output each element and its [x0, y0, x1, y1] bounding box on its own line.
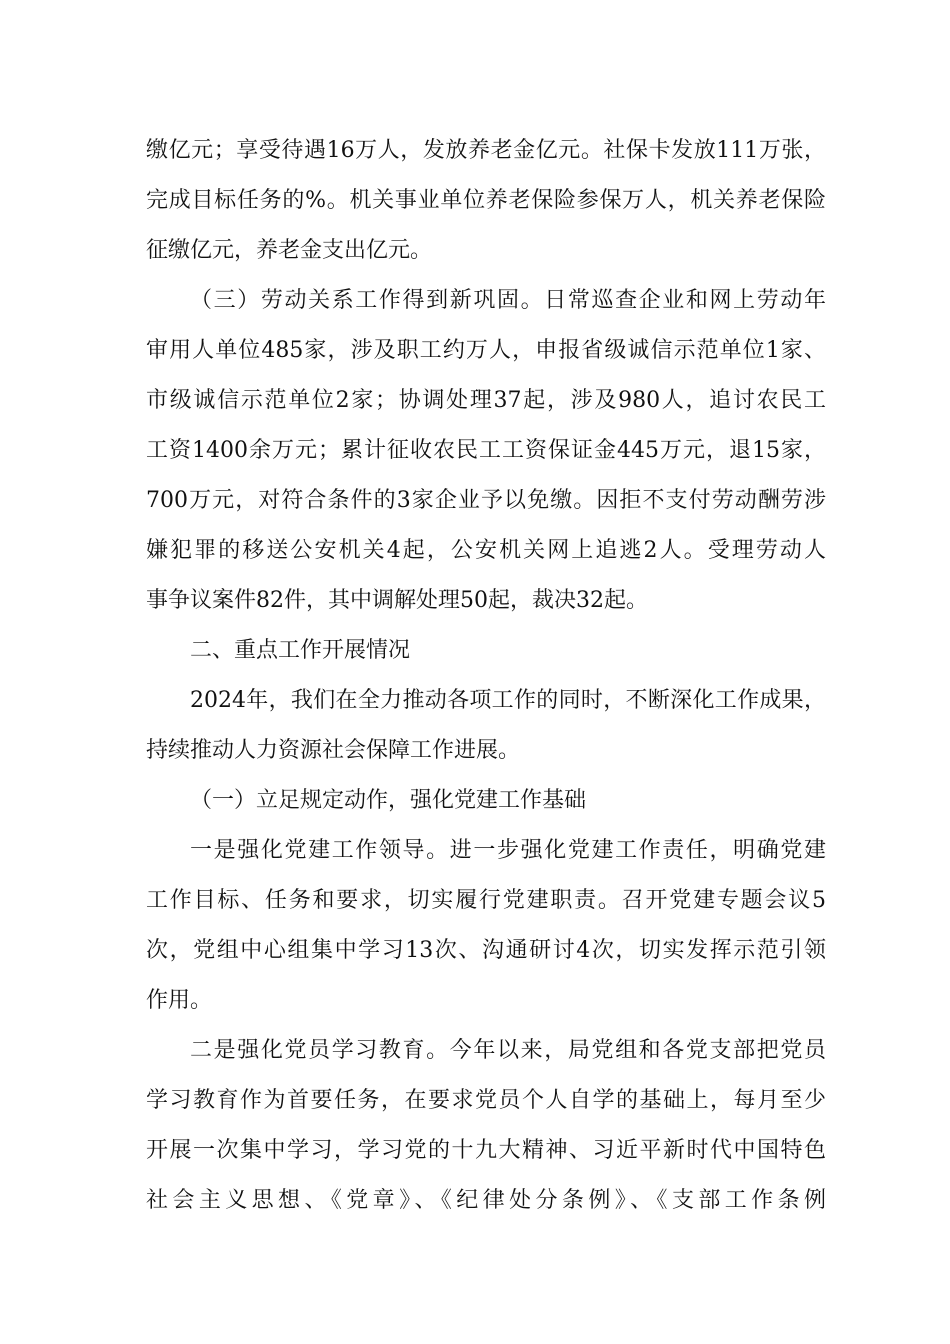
text-line: 工作目标、任务和要求，切实履行党建职责。召开党建专题会议5 [146, 888, 826, 913]
text-line: 审用人单位485家，涉及职工约万人，申报省级诚信示范单位1家、 [146, 338, 826, 363]
text-line: 缴亿元；享受待遇16万人，发放养老金亿元。社保卡发放111万张， [146, 138, 826, 163]
text-line: 二是强化党员学习教育。今年以来，局党组和各党支部把党员 [190, 1038, 826, 1063]
text-line: 完成目标任务的%。机关事业单位养老保险参保万人，机关养老保险 [146, 188, 826, 213]
text-line: 征缴亿元，养老金支出亿元。 [146, 238, 433, 263]
text-line: 2024年，我们在全力推动各项工作的同时，不断深化工作成果， [190, 688, 826, 713]
text-line: 开展一次集中学习，学习党的十九大精神、习近平新时代中国特色 [146, 1138, 826, 1163]
text-line: 次，党组中心组集中学习13次、沟通研讨4次，切实发挥示范引领 [146, 938, 826, 963]
text-line: 社会主义思想、《党章》、《纪律处分条例》、《支部工作条例 [146, 1188, 826, 1213]
section-heading-key-work: 二、重点工作开展情况 [190, 638, 411, 663]
text-line: 市级诚信示范单位2家；协调处理37起，涉及980人，追讨农民工 [146, 388, 826, 413]
section-heading-labor-relations: （三）劳动关系工作得到新巩固。日常巡查企业和网上劳动年 [190, 288, 826, 313]
text-line: 嫌犯罪的移送公安机关4起，公安机关网上追逃2人。受理劳动人 [146, 538, 826, 563]
text-line: 事争议案件82件，其中调解处理50起，裁决32起。 [146, 588, 648, 613]
subsection-heading-party-building: （一）立足规定动作，强化党建工作基础 [190, 788, 587, 813]
text-line: 一是强化党建工作领导。进一步强化党建工作责任，明确党建 [190, 838, 826, 863]
text-line: 作用。 [146, 988, 213, 1013]
text-line: 持续推动人力资源社会保障工作进展。 [146, 738, 521, 763]
text-line: 700万元，对符合条件的3家企业予以免缴。因拒不支付劳动酬劳涉 [146, 488, 826, 513]
text-line: 学习教育作为首要任务，在要求党员个人自学的基础上，每月至少 [146, 1088, 826, 1113]
text-line: 工资1400余万元；累计征收农民工工资保证金445万元，退15家， [146, 438, 826, 463]
